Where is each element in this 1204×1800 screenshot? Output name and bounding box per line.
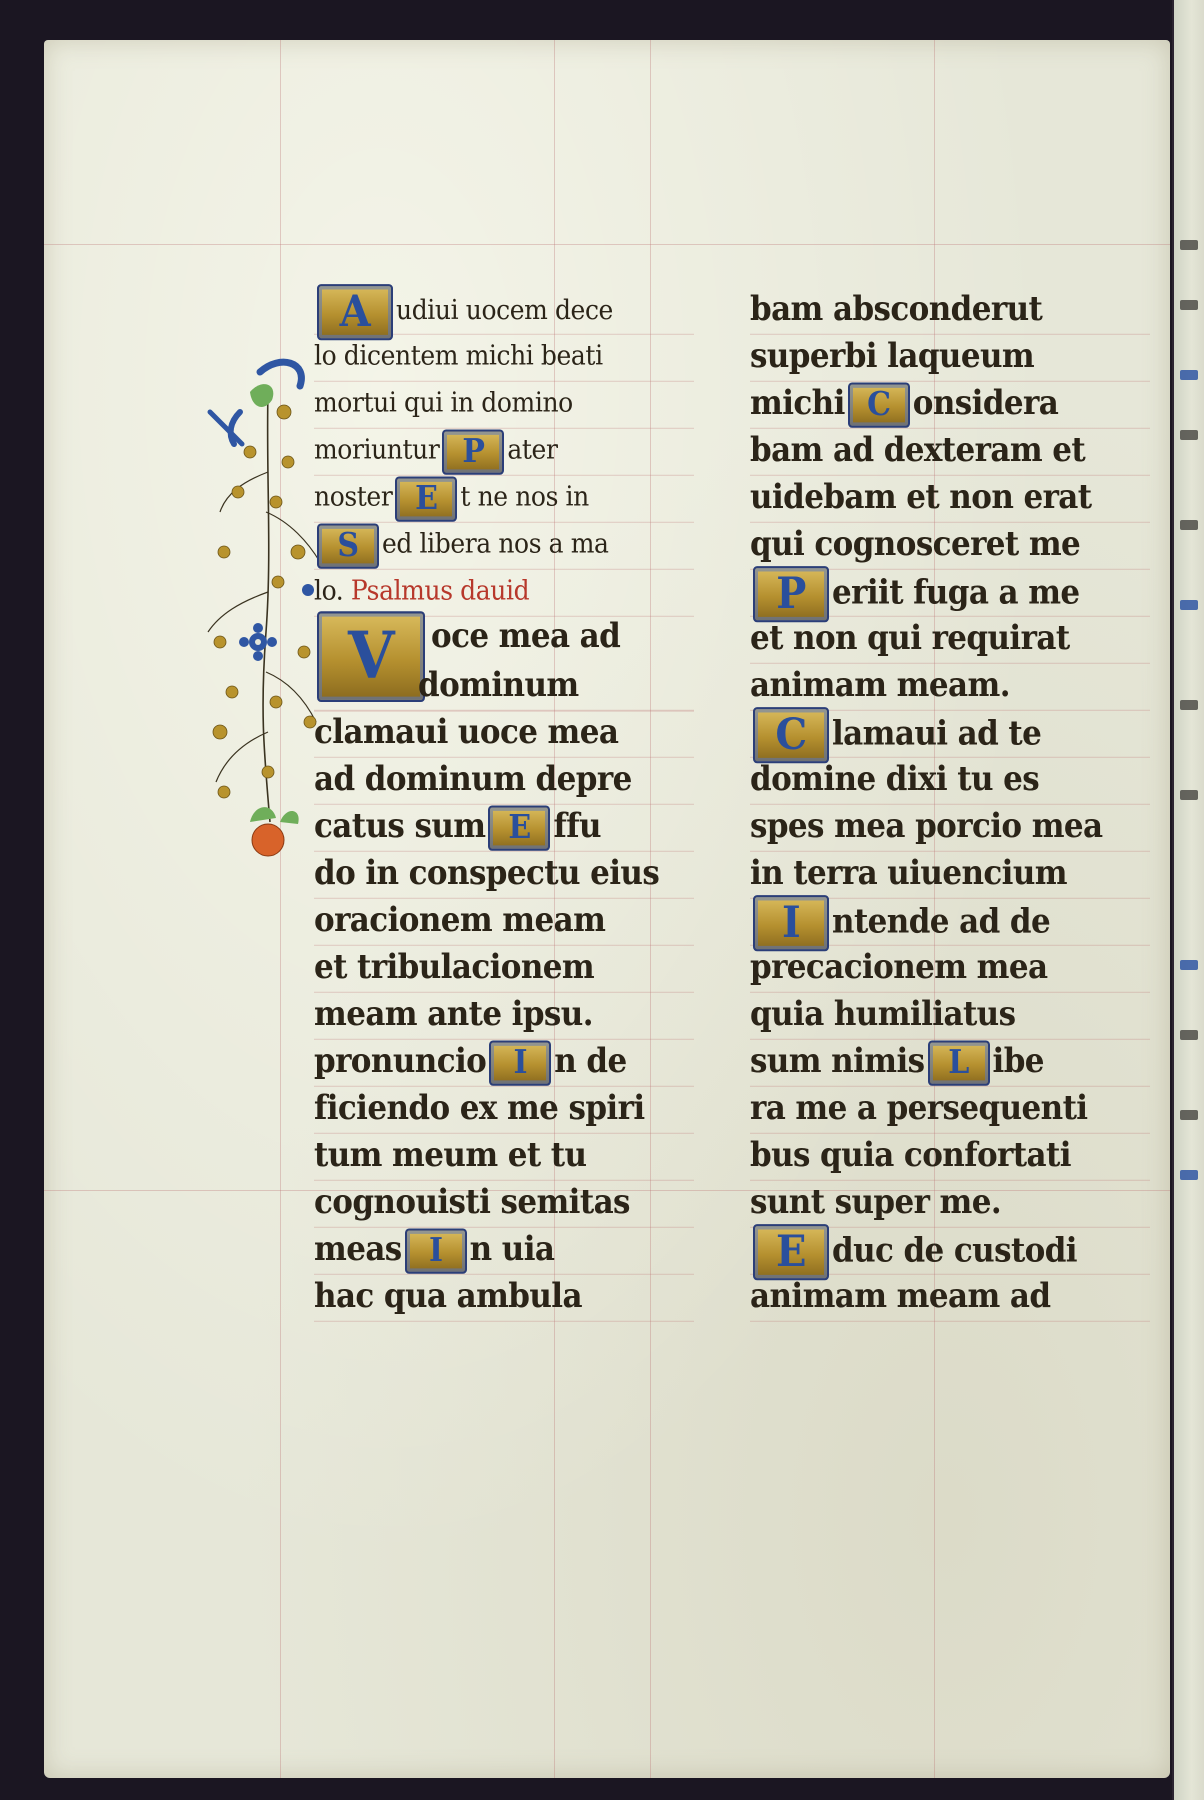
line-text: do in conspectu eius	[314, 853, 660, 893]
text-line	[750, 1083, 1150, 1134]
line-text: pronuncio	[314, 1041, 487, 1081]
line-text: dominum	[418, 665, 579, 705]
line-text: spes mea porcio mea	[750, 806, 1103, 846]
text-line	[750, 519, 1150, 570]
text-line	[314, 754, 694, 805]
text-line	[314, 942, 694, 993]
line-text: ed libera nos a ma	[382, 527, 609, 560]
line-text: bam ad dexteram et	[750, 430, 1086, 470]
line-text: ficiendo ex me spiri	[314, 1088, 645, 1128]
line-text: hac qua ambula	[314, 1276, 582, 1316]
line-text: et non qui requirat	[750, 618, 1070, 658]
line-text: n uia	[469, 1229, 555, 1269]
text-line	[750, 613, 1150, 664]
text-line	[314, 1036, 694, 1087]
line-text: domine dixi tu es	[750, 759, 1040, 799]
illuminated-initial: S	[317, 523, 379, 568]
line-text: precacionem mea	[750, 947, 1048, 987]
illuminated-initial: E	[753, 1224, 829, 1280]
illuminated-initial: E	[395, 476, 457, 521]
illuminated-initial: C	[753, 707, 829, 763]
illuminated-initial: I	[405, 1228, 467, 1273]
line-text: eriit fuga a me	[832, 573, 1080, 613]
line-text: tum meum et tu	[314, 1135, 587, 1175]
line-text: n de	[554, 1041, 627, 1081]
line-text: sunt super me.	[750, 1182, 1002, 1222]
text-line	[750, 707, 1150, 761]
text-line	[750, 566, 1150, 620]
text-line	[314, 425, 694, 476]
line-text: cognouisti semitas	[314, 1182, 630, 1222]
text-line	[750, 848, 1150, 899]
line-text: ibe	[992, 1041, 1044, 1081]
text-line	[314, 566, 694, 617]
text-line	[750, 1130, 1150, 1181]
line-text: moriuntur	[314, 433, 440, 466]
text-line	[314, 472, 694, 523]
text-line	[314, 519, 694, 570]
line-text: quia humiliatus	[750, 994, 1016, 1034]
line-text: catus sum	[314, 806, 486, 846]
illuminated-initial: P	[753, 566, 829, 622]
line-text: oracionem meam	[314, 900, 606, 940]
text-line	[314, 1224, 694, 1275]
text-line	[750, 425, 1150, 476]
text-line	[314, 660, 694, 711]
text-line	[314, 1130, 694, 1181]
text-line	[314, 1271, 694, 1322]
text-line	[750, 801, 1150, 852]
rubric-heading: Psalmus dauid	[350, 574, 530, 607]
facing-leaf-edge	[1172, 0, 1204, 1800]
line-text: ad dominum depre	[314, 759, 632, 799]
illuminated-initial-large: V	[317, 611, 425, 702]
manuscript-page	[44, 40, 1170, 1778]
text-line	[750, 754, 1150, 805]
illuminated-initial: I	[489, 1040, 551, 1085]
illuminated-initial: C	[848, 382, 910, 427]
text-line	[314, 284, 694, 338]
line-text: uidebam et non erat	[750, 477, 1092, 517]
line-text: duc de custodi	[832, 1231, 1077, 1271]
line-text: udiui uocem dece	[396, 294, 613, 326]
text-line	[314, 378, 694, 429]
line-text: bus quia confortati	[750, 1135, 1071, 1175]
text-line	[750, 378, 1150, 429]
text-line	[750, 1224, 1150, 1278]
line-text: ntende ad de	[832, 902, 1051, 942]
line-text: lo.	[314, 574, 344, 607]
illuminated-initial: I	[753, 895, 829, 951]
text-line	[314, 707, 694, 758]
line-text: et tribulacionem	[314, 947, 595, 987]
line-text: clamaui uoce mea	[314, 712, 619, 752]
line-text: superbi laqueum	[750, 336, 1035, 376]
line-text: michi	[750, 383, 845, 423]
text-line	[750, 284, 1150, 335]
line-text: ra me a persequenti	[750, 1088, 1088, 1128]
floral-border-icon	[180, 352, 330, 952]
line-text: qui cognosceret me	[750, 524, 1081, 564]
ruling-line	[44, 244, 1170, 245]
line-text: mortui qui in domino	[314, 386, 573, 419]
text-line	[750, 942, 1150, 993]
left-text-column	[314, 286, 694, 1320]
line-text: in terra uiuencium	[750, 853, 1068, 893]
line-text: animam meam.	[750, 665, 1010, 705]
line-text: meas	[314, 1229, 402, 1269]
illuminated-initial: E	[488, 805, 550, 850]
text-line	[314, 1083, 694, 1134]
text-line	[314, 895, 694, 946]
text-line	[750, 331, 1150, 382]
text-line	[314, 801, 694, 852]
text-line	[750, 1036, 1150, 1087]
illuminated-initial: P	[442, 429, 504, 474]
text-line	[314, 1177, 694, 1228]
text-line	[750, 989, 1150, 1040]
text-line	[750, 1271, 1150, 1322]
text-line	[750, 1177, 1150, 1228]
line-text: meam ante ipsu.	[314, 994, 593, 1034]
line-text: bam absconderut	[750, 289, 1043, 329]
right-text-column	[750, 286, 1150, 1320]
line-text: noster	[314, 480, 393, 513]
line-text: t ne nos in	[460, 480, 589, 513]
text-line	[314, 989, 694, 1040]
illuminated-initial: A	[317, 284, 393, 340]
line-text: onsidera	[912, 383, 1059, 423]
illuminated-initial: L	[928, 1040, 990, 1085]
text-line	[314, 848, 694, 899]
line-text: ffu	[553, 806, 601, 846]
line-text: ater	[507, 433, 558, 466]
line-text: sum nimis	[750, 1041, 925, 1081]
line-text: oce mea ad	[431, 616, 621, 656]
text-line	[750, 660, 1150, 711]
text-line	[750, 895, 1150, 949]
line-text: lamaui ad te	[832, 714, 1042, 754]
text-line	[314, 331, 694, 382]
line-text: animam meam ad	[750, 1276, 1051, 1316]
text-line	[750, 472, 1150, 523]
line-text: lo dicentem michi beati	[314, 339, 603, 372]
